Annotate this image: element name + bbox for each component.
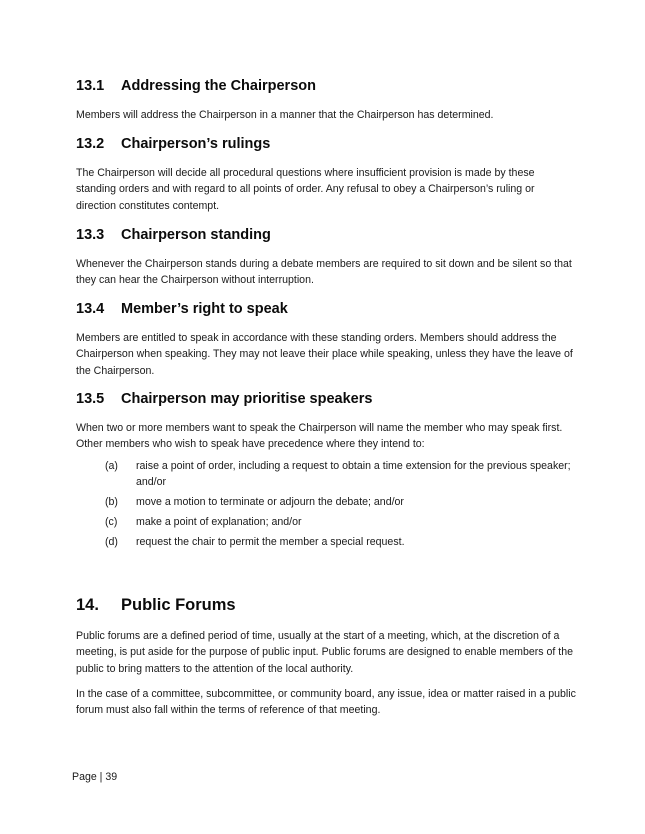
paragraph: Members are entitled to speak in accordance with these standing orders. Members should address the Chairperson when speaking. They may not leave their place while speaking, unless they have the leave of the Chairperson. xyxy=(76,332,573,377)
paragraph: Members will address the Chairperson in a manner that the Chairperson has determined. xyxy=(76,109,494,121)
section-title: Chairperson standing xyxy=(121,227,271,243)
list-item xyxy=(105,534,575,550)
section-title: Addressing the Chairperson xyxy=(121,78,316,94)
list-text: raise a point of order, including a request to obtain a time extension for the previous speaker; and/or xyxy=(136,460,571,489)
list-marker: (a) xyxy=(105,460,118,472)
section-number: 13.4 xyxy=(76,301,105,317)
section-heading-13-2 xyxy=(76,136,270,152)
paragraph: When two or more members want to speak the Chairperson will name the member who may speak first. Other members who wish to speak have precedence where they intend to: xyxy=(76,422,563,451)
section-heading-13-4 xyxy=(76,301,288,317)
list-text: move a motion to terminate or adjourn the debate; and/or xyxy=(136,496,404,508)
section-title: Member’s right to speak xyxy=(121,301,288,317)
section-heading-13-3 xyxy=(76,227,271,243)
list-item xyxy=(105,494,575,510)
list-marker: (b) xyxy=(105,496,118,508)
list-marker: (c) xyxy=(105,516,118,528)
chapter-heading-14 xyxy=(76,596,236,615)
section-number: 13.2 xyxy=(76,136,105,152)
section-title: Chairperson may prioritise speakers xyxy=(121,391,373,407)
list-item xyxy=(105,458,575,491)
chapter-title: Public Forums xyxy=(121,596,236,614)
paragraph: The Chairperson will decide all procedural questions where insufficient provision is made by these standing orders and with regard to all points of order. Any refusal to obey a Chairperson’s ruling or direction constitutes contempt. xyxy=(76,167,535,212)
section-heading-13-5 xyxy=(76,391,372,407)
list-text: make a point of explanation; and/or xyxy=(136,516,302,528)
section-number: 13.3 xyxy=(76,227,105,243)
chapter-number: 14. xyxy=(76,596,99,614)
section-number: 13.1 xyxy=(76,78,105,94)
paragraph: Whenever the Chairperson stands during a debate members are required to sit down and be silent so that they can hear the Chairperson without interruption. xyxy=(76,258,572,287)
paragraph: Public forums are a defined period of time, usually at the start of a meeting, which, at the discretion of a meeting, is put aside for the purpose of public input. Public forums are designed to enable members of the public to bring matters to the attention of the local authority. xyxy=(76,630,574,675)
list-text: request the chair to permit the member a special request. xyxy=(136,536,405,548)
section-number: 13.5 xyxy=(76,391,105,407)
list-item xyxy=(105,514,575,530)
section-title: Chairperson’s rulings xyxy=(121,136,271,152)
paragraph: In the case of a committee, subcommittee, or community board, any issue, idea or matter raised in a public forum must also fall within the terms of reference of that meeting. xyxy=(76,688,576,717)
list-marker: (d) xyxy=(105,536,118,548)
section-heading-13-1 xyxy=(76,78,316,94)
page-number-footer: Page | 39 xyxy=(72,771,118,783)
